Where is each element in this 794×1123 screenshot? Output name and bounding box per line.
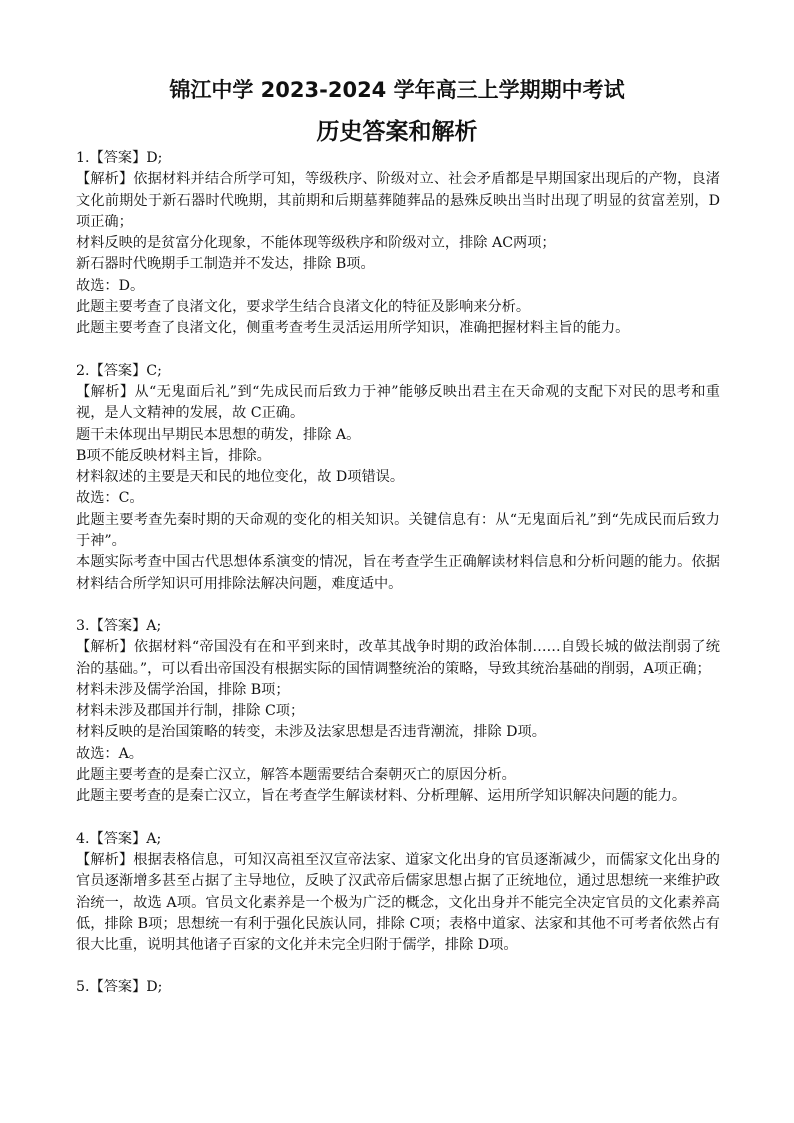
explanation-line: 故选：C。 — [76, 490, 144, 507]
answer-label: 1.【答案】D; — [76, 150, 163, 166]
explanation-line: 材料反映的是贫富分化现象，不能体现等级秩序和阶级对立，排除 AC两项； — [76, 235, 556, 252]
question-4 — [76, 829, 720, 957]
explanation-line: 本题实际考查中国古代思想体系演变的情况，旨在考查学生正确解读材料信息和分析问题的能力。依据材料结合所学知识可用排除法解决问题，难度适中。 — [76, 554, 720, 592]
explanation-line: 题干未体现出早期民本思想的萌发，排除 A。 — [76, 426, 361, 443]
answer-label: 4.【答案】A; — [76, 830, 162, 847]
explanation-line: 新石器时代晚期手工制造并不发达，排除 B项。 — [76, 256, 375, 273]
explanation-line: 材料叙述的主要是天和民的地位变化，故 D项错误。 — [76, 469, 405, 486]
question-1 — [76, 148, 720, 340]
explanation-line: 【解析】根据表格信息，可知汉高祖至汉宣帝法家、道家文化出身的官员逐渐减少，而儒家文化出身的官员逐渐增多甚至占据了主导地位，反映了汉武帝后儒家思想占据了正统地位，通过思想统一来维护政治统一，故选 A项。官员文化素养是一个极为广泛的概念，文化出身并不能完全决定官员的文化素养高低，排除 B项；思想统一有利于强化民族认同，排除 C项；表格中道家、法家和其他不可考者依然占有很大比重，说明其他诸子百家的文化并未完全归附于儒学，排除 D项。 — [76, 851, 720, 954]
answer-title: 历史答案和解析 — [316, 119, 478, 145]
answer-label: 5.【答案】D; — [76, 979, 163, 996]
answer-label: 3.【答案】A; — [76, 617, 162, 634]
explanation-line: 材料未涉及儒学治国，排除 B项； — [76, 681, 290, 698]
exam-title: 锦江中学 2023-2024 学年高三上学期期中考试 — [169, 78, 625, 102]
explanation-line: 【解析】依据材料并结合所学可知，等级秩序、阶级对立、社会矛盾都是早期国家出现后的产物，良渚文化前期处于新石器时代晚期，其前期和后期墓葬随葬品的悬殊反映出当时出现了明显的贫富差别，D项正确； — [76, 171, 720, 230]
explanation-line: 此题主要考查的是秦亡汉立，旨在考查学生解读材料、分析理解、运用所学知识解决问题的能力。 — [76, 788, 687, 805]
explanation-line: 故选：D。 — [76, 277, 145, 294]
question-3 — [76, 616, 720, 808]
question-5 — [76, 977, 720, 998]
explanation-line: 【解析】依据材料“帝国没有在和平到来时，改革其战争时期的政治体制……自毁长城的做法削弱了统治的基础。”，可以看出帝国没有根据实际的国情调整统治的策略，导致其统治基础的削弱，A项正确； — [76, 639, 720, 677]
explanation-line: 此题主要考查的是秦亡汉立，解答本题需要结合秦朝灭亡的原因分析。 — [76, 767, 516, 784]
explanation-line: 【解析】从“无鬼面后礼”到“先成民而后致力于神”能够反映出君主在天命观的支配下对民的思考和重视，是人文精神的发展，故 C正确。 — [76, 383, 720, 422]
explanation-line: 故选：A。 — [76, 745, 143, 762]
explanation-line: 此题主要考查先秦时期的天命观的变化的相关知识。关键信息有：从“无鬼面后礼”到“先成民而后致力于神”。 — [76, 511, 720, 550]
explanation-line: 此题主要考查了良渚文化，侧重考查考生灵活运用所学知识，准确把握材料主旨的能力。 — [76, 320, 630, 337]
explanation-line: 材料未涉及郡国并行制，排除 C项； — [76, 703, 305, 720]
explanation-line: 材料反映的是治国策略的转变，未涉及法家思想是否违背潮流，排除 D项。 — [76, 724, 546, 741]
answer-label: 2.【答案】C; — [76, 362, 162, 379]
answer-content — [76, 148, 720, 1020]
explanation-line: B项不能反映材料主旨，排除。 — [76, 447, 271, 464]
explanation-line: 此题主要考查了良渚文化，要求学生结合良渚文化的特征及影响来分析。 — [76, 299, 531, 316]
question-2 — [76, 361, 720, 595]
